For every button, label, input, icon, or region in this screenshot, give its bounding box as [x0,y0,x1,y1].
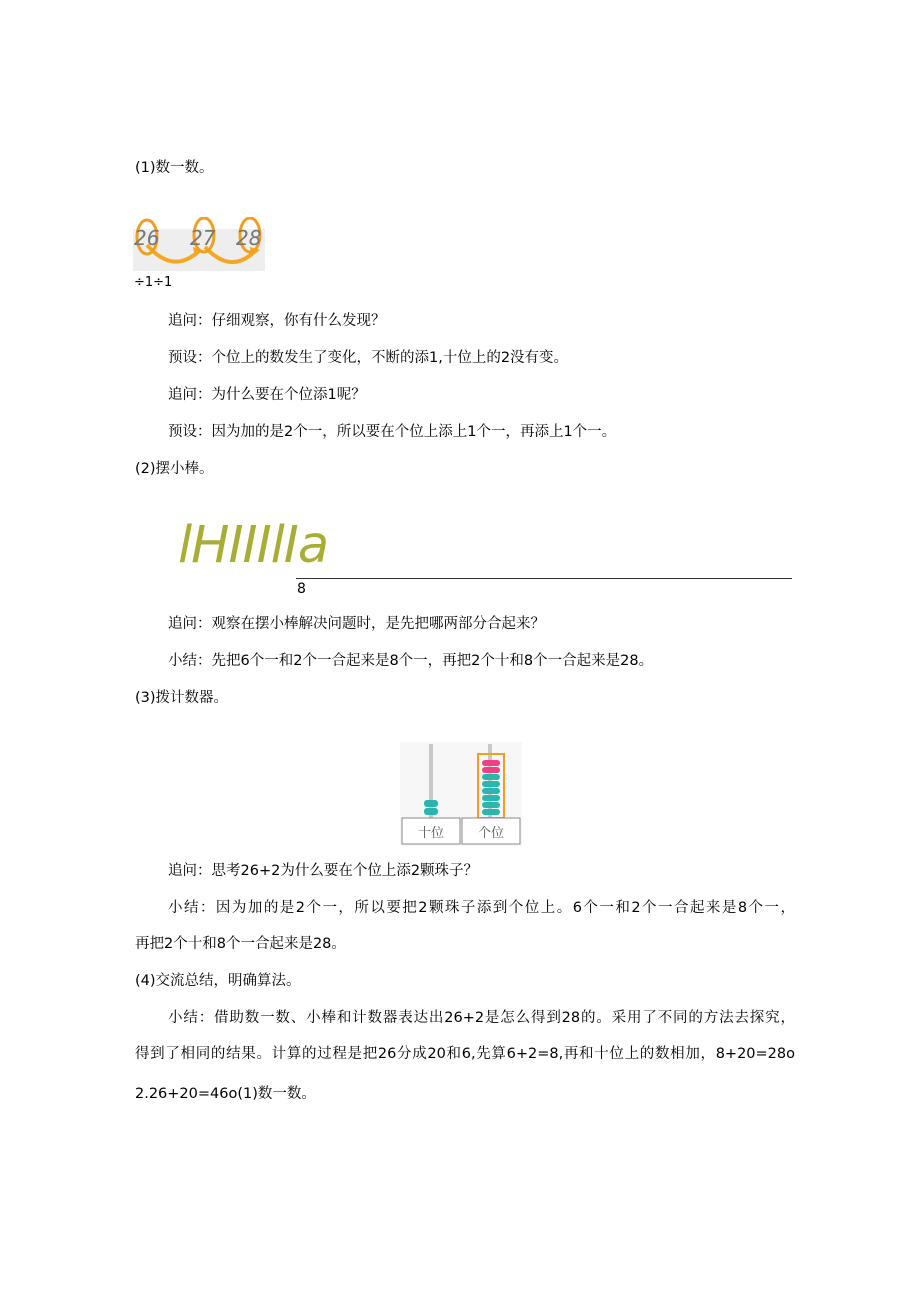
sticks-figure-text: lHIIIlIa [178,516,329,575]
section-2-summary: 小结：先把6个一和2个一合起来是8个一，再把2个十和8个一合起来是28。 [168,653,654,669]
section-3-heading: (3)拨计数器。 [135,690,229,706]
sticks-figure [178,516,329,575]
section-4-summary-line-2: 得到了相同的结果。计算的过程是把26分成20和6,先算6+2=8,再和十位上的数相加，8+20=28o [135,1046,795,1062]
section-1-answer-1: 预设：个位上的数发生了变化，不断的添1,十位上的2没有变。 [168,350,569,366]
sticks-figure-label: 8 [297,581,306,597]
number-27: 27 [190,226,216,250]
section-3-summary-line-1: 小结：因为加的是2个一，所以要把2颗珠子添到个位上。6个一和2个一合起来是8个一， [168,900,795,916]
sticks-figure-rule [296,578,792,579]
ones-bead-5 [482,802,500,808]
tens-label: 十位 [417,826,445,841]
abacus-figure [400,742,522,846]
section-4-heading: (4)交流总结，明确算法。 [135,973,301,989]
ones-bead-3 [482,788,500,794]
tens-bead-1 [424,800,438,807]
number-26: 26 [134,226,160,250]
section-1-answer-2: 预设：因为加的是2个一，所以要在个位上添上1个一，再添上1个一。 [168,424,617,440]
ones-bead-1 [482,774,500,780]
section-2-question-1: 追问：观察在摆小棒解决问题时，是先把哪两部分合起来？ [168,616,545,632]
section-2-heading: (2)摆小棒。 [135,461,214,477]
ones-bead-new-1 [482,760,500,766]
ones-bead-2 [482,781,500,787]
ones-label: 个位 [477,826,505,841]
section-3-summary-line-2: 再把2个十和8个一合起来是28。 [135,936,346,952]
tens-bead-2 [424,808,438,815]
counting-figure [133,217,265,271]
number-28: 28 [236,226,262,250]
closing-line: 2.26+20=46o(1)数一数。 [135,1086,316,1102]
section-1-question-1: 追问：仔细观察，你有什么发现？ [168,313,386,329]
ones-bead-new-2 [482,767,500,773]
section-4-summary-line-1: 小结：借助数一数、小棒和计数器表达出26+2是怎么得到28的。采用了不同的方法去探究， [168,1010,795,1026]
ones-bead-4 [482,795,500,801]
section-1-question-2: 追问：为什么要在个位添1呢？ [168,387,366,403]
section-3-question-1: 追问：思考26+2为什么要在个位上添2颗珠子？ [168,863,479,879]
section-1-heading: (1)数一数。 [135,160,214,176]
counting-figure-caption: ÷1÷1 [134,275,173,290]
ones-bead-6 [482,809,500,815]
